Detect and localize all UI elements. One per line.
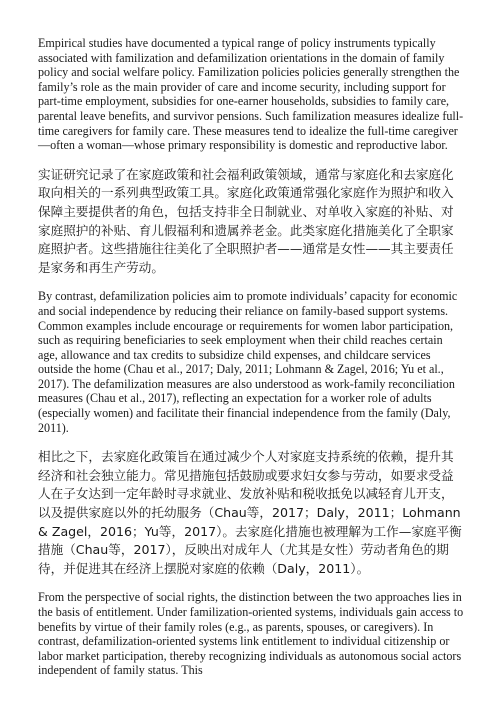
- paragraph-zh-2: 相比之下，去家庭化政策旨在通过减少个人对家庭支持系统的依赖，提升其经济和社会独立能力。常见措施包括鼓励或要求妇女参与劳动，如要求受益人在子女达到一定年龄时寻求就业、发放补贴和税收抵免以减轻育儿开支，以及提供家庭以外的托幼服务（Chau等，2017；Daly，2011；Lohmann & Zagel，2016；Yu等，2017）。去家庭化措施也被理解为工作—家庭平衡措施（Chau等，2017），反映出对成年人（尤其是女性）劳动者角色的期待，并促进其在经济上摆脱对家庭的依赖（Daly，2011）。: [38, 449, 462, 576]
- paragraph-en-1: Empirical studies have documented a typical range of policy instruments typically associated with familization and defamilization orientations in the domain of family policy and social welfare policy. Familization policies policies generally strengthen the family’s role as the main provider of care and income security, including support for part-time employment, subsidies for one-earner households, subsidies to family care, parental leave benefits, and survivor pensions. Such familization measures idealize full-time caregivers for family care. These measures tend to idealize the full-time caregiver—often a woman—whose primary responsibility is domestic and reproductive labor.: [38, 36, 464, 153]
- paragraph-en-2: By contrast, defamilization policies aim to promote individuals’ capacity for economic and social independence by reducing their reliance on family-based support systems. Common examples include encourage or requirements for women labor participation, such as requiring beneficiaries to seek employment when their child reaches certain age, allowance and tax credits to subsidize child expenses, and childcare services outside the home (Chau et al., 2017; Daly, 2011; Lohmann & Zagel, 2016; Yu et al., 2017). The defamilization measures are also understood as work-family reconciliation measures (Chau et al., 2017), reflecting an expectation for a worker role of adults (especially women) and facilitate their financial independence from the family (Daly, 2011).: [38, 289, 458, 435]
- paragraph-zh-1: 实证研究记录了在家庭政策和社会福利政策领域，通常与家庭化和去家庭化取向相关的一系列典型政策工具。家庭化政策通常强化家庭作为照护和收入保障主要提供者的角色，包括支持非全日制就业、对单收入家庭的补贴、对家庭照护的补贴、育儿假福利和遗属养老金。此类家庭化措施美化了全职家庭照护者。这些措施往往美化了全职照护者——通常是女性——其主要责任是家务和再生产劳动。: [38, 166, 454, 275]
- paragraph-en-3: From the perspective of social rights, the distinction between the two approaches lies in the basis of entitlement. Under familization-oriented systems, individuals gain access to benefits by virtue of their family roles (e.g., as parents, spouses, or caregivers). In contrast, defamilization-oriented systems link entitlement to individual citizenship or labor market participation, thereby recognizing individuals as autonomous social actors independent of family status. This: [38, 590, 464, 678]
